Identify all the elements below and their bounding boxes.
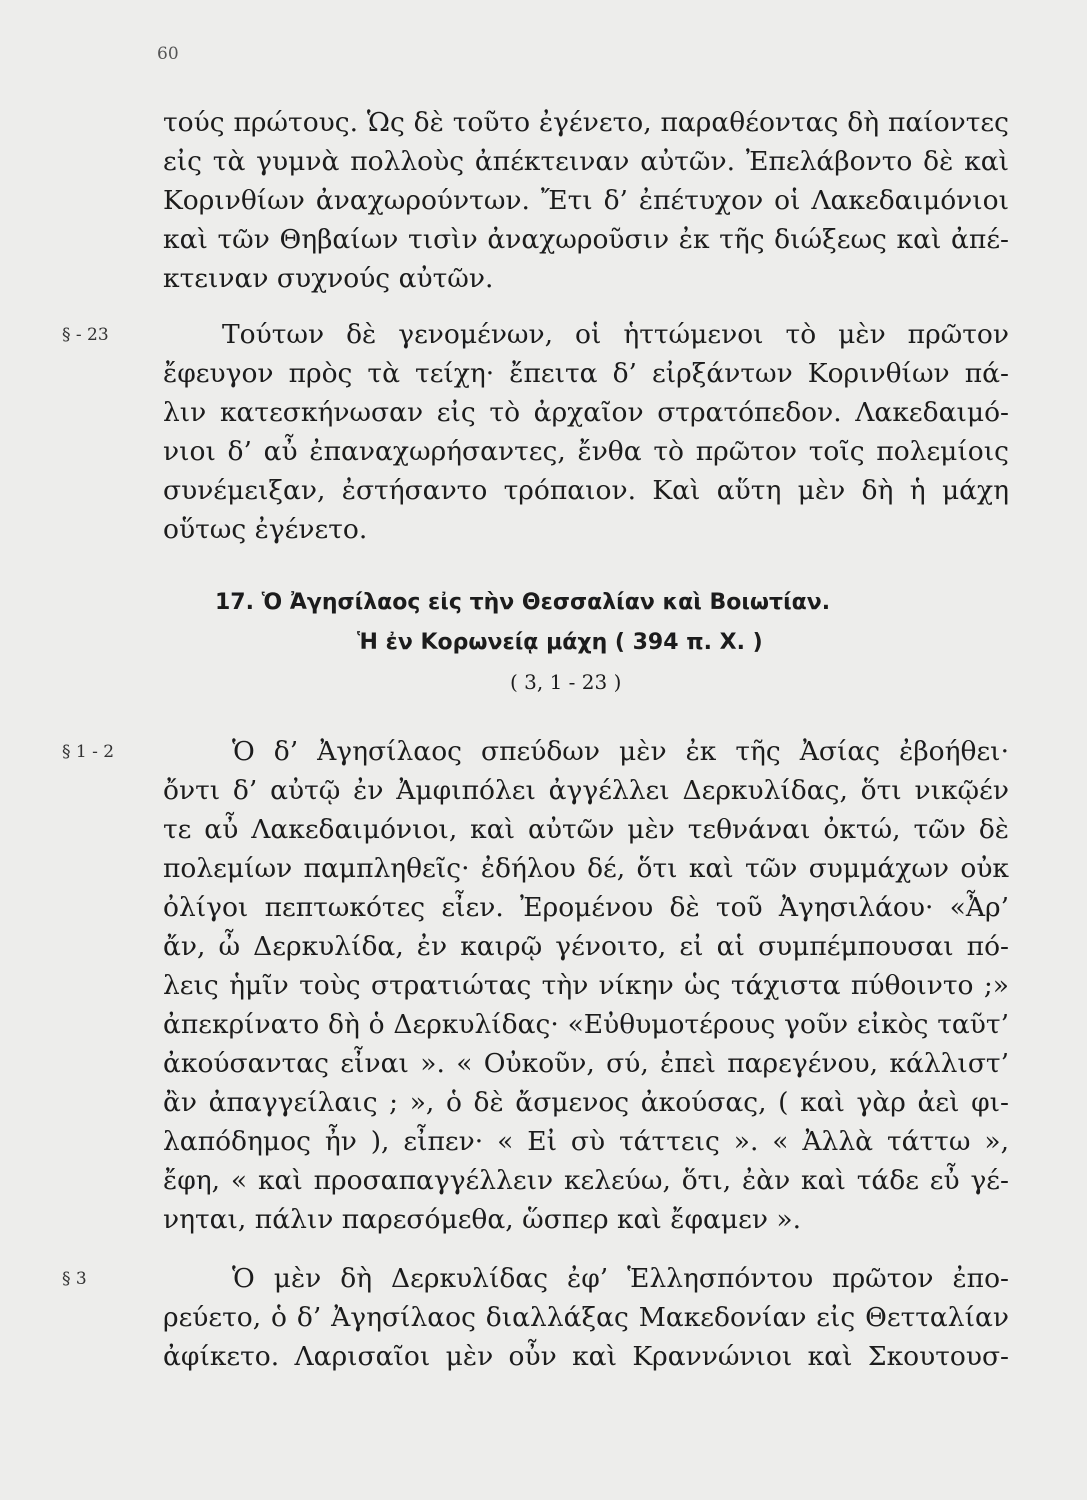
- text-line: ἔφευγον πρὸς τὰ τείχη· ἔπειτα δ’ εἰρξάντων Κορινθίων πά-: [163, 358, 1009, 389]
- text-line: νηται, πάλιν παρεσόμεθα, ὥσπερ καὶ ἔφαμεν ».: [163, 1204, 802, 1235]
- text-line: ἄν, ὦ Δερκυλίδα, ἐν καιρῷ γένοιτο, εἰ αἱ συμπέμπουσαι πό-: [163, 931, 1009, 962]
- text-line: συνέμειξαν, ἐστήσαντο τρόπαιον. Καὶ αὕτη μὲν δὴ ἡ μάχη: [163, 475, 1009, 506]
- text-line: Ὁ δ’ Ἀγησίλαος σπεύδων μὲν ἐκ τῆς Ἀσίας ἐβοήθει·: [232, 736, 1009, 767]
- text-line: τούς πρώτους. Ὡς δὲ τοῦτο ἐγένετο, παραθέοντας δὴ παίοντες: [163, 107, 1009, 138]
- text-line: τε αὖ Λακεδαιμόνιοι, καὶ αὐτῶν μὲν τεθνάναι ὀκτώ, τῶν δὲ: [163, 814, 1009, 845]
- text-line: ρεύετο, ὁ δ’ Ἀγησίλαος διαλλάξας Μακεδονίαν εἰς Θετταλίαν: [163, 1302, 1009, 1333]
- section-marker: § 3: [62, 1269, 87, 1289]
- text-line: ἔφη, « καὶ προσαπαγγέλλειν κελεύω, ὅτι, ἐὰν καὶ τάδε εὖ γέ-: [163, 1165, 1009, 1196]
- page-number: 60: [157, 44, 179, 64]
- text-line: κτειναν συχνούς αὐτῶν.: [163, 263, 494, 294]
- section-subtitle: Ἡ ἐν Κορωνείᾳ μάχη ( 394 π. Χ. ): [357, 630, 763, 655]
- text-line: Κορινθίων ἀναχωρούντων. Ἔτι δ’ ἐπέτυχον οἱ Λακεδαιμόνιοι: [163, 185, 1009, 216]
- text-line: ὀλίγοι πεπτωκότες εἶεν. Ἐρομένου δὲ τοῦ Ἀγησιλάου· «Ἆρ’: [163, 892, 1009, 923]
- text-line: πολεμίων παμπληθεῖς· ἐδήλου δέ, ὅτι καὶ τῶν συμμάχων οὐκ: [163, 853, 1009, 884]
- text-line: νιοι δ’ αὖ ἐπαναχωρήσαντες, ἔνθα τὸ πρῶτον τοῖς πολεμίοις: [163, 436, 1009, 467]
- text-line: εἰς τὰ γυμνὰ πολλοὺς ἀπέκτειναν αὐτῶν. Ἐπελάβοντο δὲ καὶ: [163, 146, 1009, 177]
- text-line: οὕτως ἐγένετο.: [163, 514, 368, 545]
- text-line: Τούτων δὲ γενομένων, οἱ ἡττώμενοι τὸ μὲν πρῶτον: [222, 319, 1009, 350]
- text-line: ἂν ἀπαγγείλαις ; », ὁ δὲ ἄσμενος ἀκούσας, ( καὶ γὰρ ἀεὶ φι-: [163, 1087, 1009, 1118]
- chapter-reference: ( 3, 1 - 23 ): [510, 670, 622, 694]
- text-line: ἀκούσαντας εἶναι ». « Οὐκοῦν, σύ, ἐπεὶ παρεγένου, κάλλιστ’: [163, 1048, 1009, 1079]
- text-line: καὶ τῶν Θηβαίων τισὶν ἀναχωροῦσιν ἐκ τῆς διώξεως καὶ ἀπέ-: [163, 224, 1009, 255]
- text-line: λαπόδημος ἦν ), εἶπεν· « Εἰ σὺ τάττεις ». « Ἀλλὰ τάττω »,: [163, 1126, 1009, 1157]
- text-line: λιν κατεσκήνωσαν εἰς τὸ ἀρχαῖον στρατόπεδον. Λακεδαιμό-: [163, 397, 1009, 428]
- text-line: λεις ἡμῖν τοὺς στρατιώτας τὴν νίκην ὡς τάχιστα πύθοιντο ;»: [163, 970, 1009, 1001]
- section-title: 17. Ὁ Ἀγησίλαος εἰς τὴν Θεσσαλίαν καὶ Βοιωτίαν.: [215, 590, 831, 615]
- text-line: Ὁ μὲν δὴ Δερκυλίδας ἐφ’ Ἑλλησπόντου πρῶτον ἐπο-: [232, 1263, 1009, 1294]
- text-line: ἀφίκετο. Λαρισαῖοι μὲν οὖν καὶ Κραννώνιοι καὶ Σκουτουσ-: [163, 1341, 1009, 1372]
- text-line: ἀπεκρίνατο δὴ ὁ Δερκυλίδας· «Εὐθυμοτέρους γοῦν εἰκὸς ταῦτ’: [163, 1009, 1009, 1040]
- section-marker: § 1 - 2: [62, 742, 115, 762]
- text-line: ὄντι δ’ αὐτῷ ἐν Ἀμφιπόλει ἀγγέλλει Δερκυλίδας, ὅτι νικῷέν: [163, 775, 1009, 806]
- section-marker: § - 23: [62, 325, 109, 345]
